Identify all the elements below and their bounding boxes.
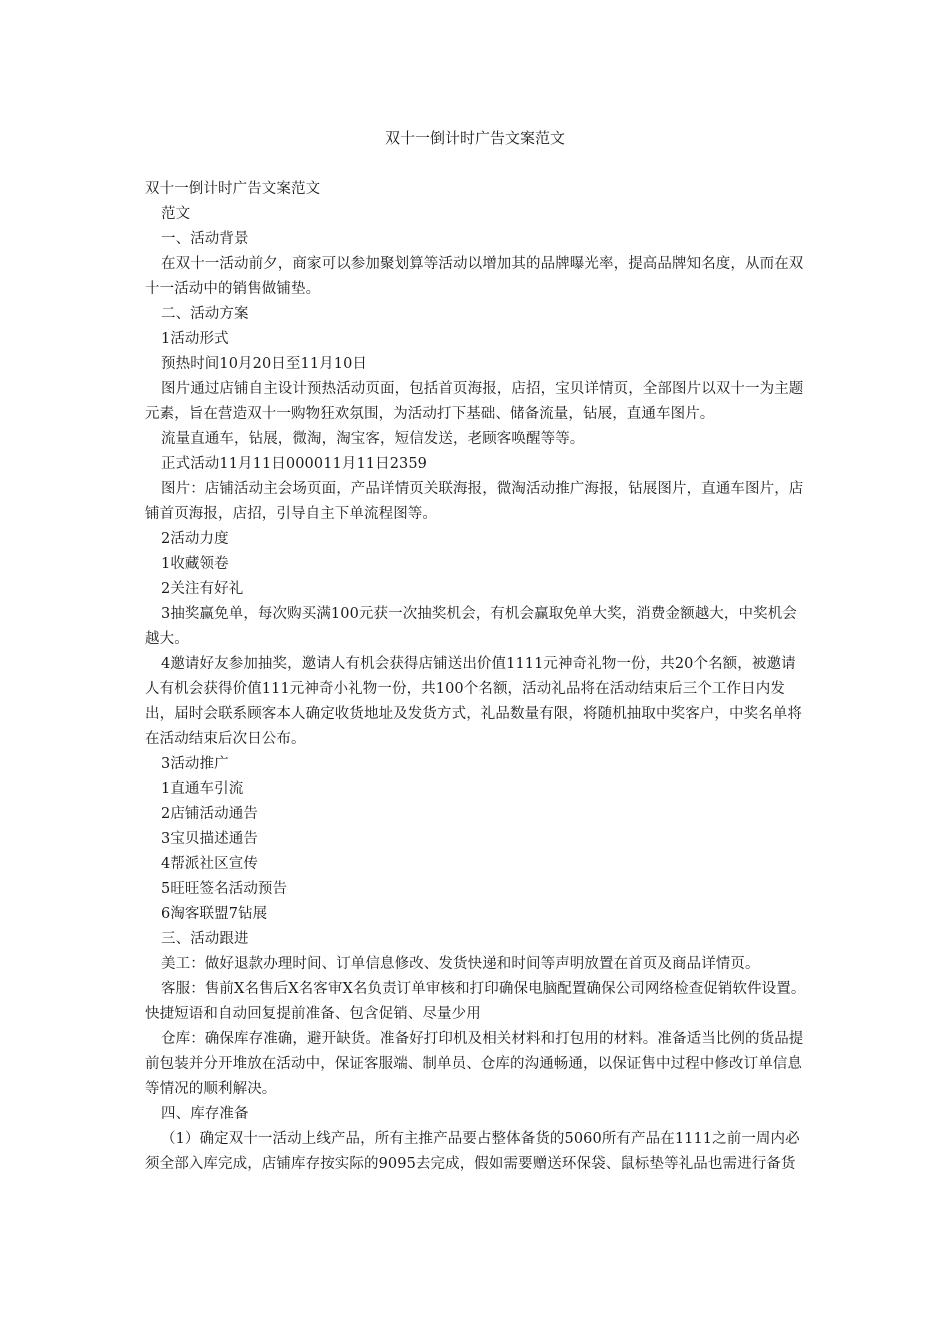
- paragraph: 一、活动背景: [161, 231, 249, 247]
- paragraph: 1直通车引流: [161, 781, 244, 797]
- paragraph: 客服：售前X名售后X名客审X名负责订单审核和打印确保电脑配置确保公司网络检查促销软件设置。快捷短语和自动回复提前准备、包含促销、尽量少用: [145, 981, 806, 1022]
- paragraph: 2店铺活动通告: [161, 806, 258, 822]
- paragraph: 3活动推广: [161, 756, 229, 772]
- paragraph: 预热时间10月20日至11月10日: [161, 356, 368, 372]
- paragraph: 2关注有好礼: [161, 581, 244, 597]
- paragraph: 2活动力度: [161, 531, 229, 547]
- paragraph: 三、活动跟进: [161, 931, 249, 947]
- paragraph: 3宝贝描述通告: [161, 831, 258, 847]
- paragraph: 二、活动方案: [161, 306, 249, 322]
- paragraph: 3抽奖赢免单，每次购买满100元获一次抽奖机会，有机会赢取免单大奖，消费金额越大，中奖机会越大。: [145, 606, 797, 647]
- paragraph: （1）确定双十一活动上线产品，所有主推产品要占整体备货的5060所有产品在1111之前一周内必须全部入库完成，店铺库存按实际的9095去完成，假如需要赠送环保袋、鼠标垫等礼品也需进行备货: [145, 1131, 800, 1172]
- paragraph: 在双十一活动前夕，商家可以参加聚划算等活动以增加其的品牌曝光率，提高品牌知名度，从而在双十一活动中的销售做铺垫。: [145, 256, 804, 297]
- paragraph: 图片通过店铺自主设计预热活动页面，包括首页海报，店招，宝贝详情页，全部图片以双十一为主题元素，旨在营造双十一购物狂欢氛围，为活动打下基础、储备流量，钻展，直通车图片。: [145, 381, 804, 422]
- paragraph: 5旺旺签名活动预告: [161, 881, 288, 897]
- paragraph: 双十一倒计时广告文案范文: [145, 181, 321, 197]
- paragraph: 正式活动11月11日000011月11日2359: [161, 456, 428, 472]
- paragraph: 6淘客联盟7钻展: [161, 906, 268, 922]
- document-body: [145, 177, 810, 1177]
- document-title: 双十一倒计时广告文案范文: [384, 129, 565, 147]
- paragraph: 1活动形式: [161, 331, 229, 347]
- paragraph: 范文: [161, 206, 191, 222]
- paragraph: 仓库：确保库存准确，避开缺货。准备好打印机及相关材料和打包用的材料。准备适当比例的货品提前包装并分开堆放在活动中，保证客服端、制单员、仓库的沟通畅通，以保证售中过程中修改订单信息等情况的顺利解决。: [145, 1031, 804, 1097]
- paragraph: 美工：做好退款办理时间、订单信息修改、发货快递和时间等声明放置在首页及商品详情页。: [161, 956, 760, 972]
- paragraph: 图片：店铺活动主会场页面，产品详情页关联海报，微淘活动推广海报，钻展图片，直通车图片，店铺首页海报，店招，引导自主下单流程图等。: [145, 481, 804, 522]
- paragraph: 4帮派社区宣传: [161, 856, 258, 872]
- paragraph: 1收藏领卷: [161, 556, 229, 572]
- paragraph: 四、库存准备: [161, 1106, 249, 1122]
- paragraph: 4邀请好友参加抽奖，邀请人有机会获得店铺送出价值1111元神奇礼物一份，共20个名额，被邀请人有机会获得价值111元神奇小礼物一份，共100个名额，活动礼品将在活动结束后三个工作日内发出，届时会联系顾客本人确定收货地址及发货方式，礼品数量有限，将随机抽取中奖客户，中奖名单将在活动结束后次日公布。: [145, 656, 802, 747]
- paragraph: 流量直通车，钻展，微淘，淘宝客，短信发送，老顾客唤醒等等。: [161, 431, 585, 447]
